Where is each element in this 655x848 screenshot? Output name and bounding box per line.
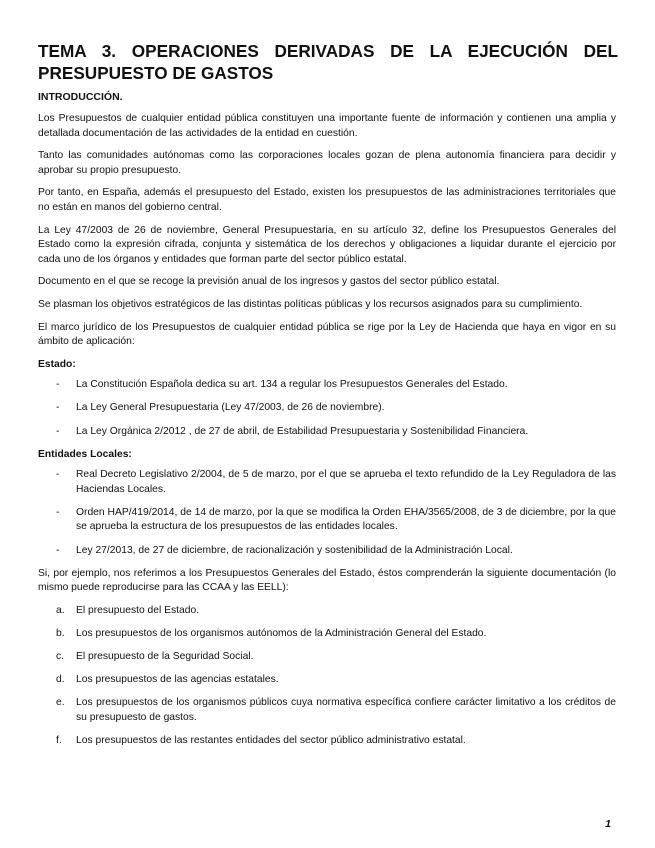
dash-marker: - xyxy=(56,506,60,518)
list-item xyxy=(38,425,616,440)
dash-marker: - xyxy=(56,469,60,481)
list-item-text: Orden HAP/419/2014, de 14 de marzo, por la que se modifica la Orden EHA/3565/2008, de 3 de diciembre, por la que se aprueba la estructura de los presupuestos de las entidades locales. xyxy=(76,506,616,533)
paragraph: Si, por ejemplo, nos referimos a los Presupuestos Generales del Estado, éstos comprenderán la siguiente documentación (lo mismo puede reproducirse para las CCAA y las EELL): xyxy=(38,567,616,594)
list-item-text: La Ley Orgánica 2/2012 , de 27 de abril, de Estabilidad Presupuestaria y Sostenibilidad Financiera. xyxy=(76,425,529,437)
document-body xyxy=(38,112,616,757)
paragraph: Documento en el que se recoge la previsión anual de los ingresos y gastos del sector público estatal. xyxy=(38,276,500,288)
paragraph: Tanto las comunidades autónomas como las corporaciones locales gozan de plena autonomía financiera para decidir y aprobar su propio presupuesto. xyxy=(38,150,616,176)
paragraph: Los Presupuestos de cualquier entidad pública constituyen una importante fuente de información y contienen una amplia y detallada documentación de las actividades de la entidad en cuestión. xyxy=(38,113,616,139)
entidades-locales-heading: Entidades Locales: xyxy=(38,448,132,460)
estado-list xyxy=(38,378,616,439)
list-marker: b. xyxy=(56,627,65,639)
paragraph: Por tanto, en España, además el presupuesto del Estado, existen los presupuestos de las administraciones territoriales que no están en manos del gobierno central. xyxy=(38,187,616,213)
list-marker: f. xyxy=(56,734,62,746)
list-item-text: El presupuesto del Estado. xyxy=(76,604,200,616)
list-item-text: Los presupuestos de los organismos autónomos de la Administración General del Estado. xyxy=(76,627,487,639)
list-item-text: La Constitución Española dedica su art. 134 a regular los Presupuestos Generales del Estado. xyxy=(76,379,508,391)
dash-marker: - xyxy=(56,402,60,414)
list-item-text: Los presupuestos de las restantes entidades del sector público administrativo estatal. xyxy=(76,734,466,746)
list-item-text: El presupuesto de la Seguridad Social. xyxy=(76,651,254,663)
list-item xyxy=(38,627,616,642)
list-marker: c. xyxy=(56,651,65,663)
list-marker: d. xyxy=(56,674,65,686)
list-item xyxy=(38,468,616,497)
list-item-text: Los presupuestos de los organismos públicos cuya normativa específica confiere carácter limitativo a los créditos de su presupuesto de gastos. xyxy=(76,697,616,723)
paragraph: La Ley 47/2003 de 26 de noviembre, General Presupuestaria, en su artículo 32, define los Presupuestos Generales del Estado como la expresión cifrada, conjunta y sistemática de los derechos y obligaciones a liquidar durante el ejercicio por cada uno de los órganos y entidades que forman parte del sector público estatal. xyxy=(38,224,616,265)
estado-heading: Estado: xyxy=(38,358,76,370)
page-number: 1 xyxy=(605,818,611,830)
entidades-locales-list xyxy=(38,468,616,558)
list-item xyxy=(38,378,616,393)
dash-marker: - xyxy=(56,379,60,391)
documentation-list xyxy=(38,604,616,749)
list-item xyxy=(38,696,616,725)
list-item xyxy=(38,650,616,665)
list-item xyxy=(38,673,616,688)
list-item-text: Ley 27/2013, de 27 de diciembre, de racionalización y sostenibilidad de la Administración Local. xyxy=(76,544,513,556)
list-item-text: Los presupuestos de las agencias estatales. xyxy=(76,674,279,686)
list-item xyxy=(38,734,616,749)
section-heading: INTRODUCCIÓN. xyxy=(38,91,123,103)
dash-marker: - xyxy=(56,544,60,556)
paragraph: El marco jurídico de los Presupuestos de cualquier entidad pública se rige por la Ley de Hacienda que haya en vigor en su ámbito de aplicación: xyxy=(38,321,616,348)
list-marker: e. xyxy=(56,697,65,709)
list-item xyxy=(38,401,616,416)
list-marker: a. xyxy=(56,604,65,616)
list-item xyxy=(38,544,616,559)
paragraph: Se plasman los objetivos estratégicos de las distintas políticas públicas y los recursos asignados para su cumplimiento. xyxy=(38,298,583,310)
list-item xyxy=(38,604,616,619)
list-item-text: La Ley General Presupuestaria (Ley 47/2003, de 26 de noviembre). xyxy=(76,402,385,414)
dash-marker: - xyxy=(56,425,60,437)
list-item-text: Real Decreto Legislativo 2/2004, de 5 de marzo, por el que se aprueba el texto refundido de la Ley Reguladora de las Haciendas Locales. xyxy=(76,469,616,495)
list-item xyxy=(38,506,616,535)
document-title: TEMA 3. OPERACIONES DERIVADAS DE LA EJECUCIÓN DEL PRESUPUESTO DE GASTOS xyxy=(38,41,618,83)
